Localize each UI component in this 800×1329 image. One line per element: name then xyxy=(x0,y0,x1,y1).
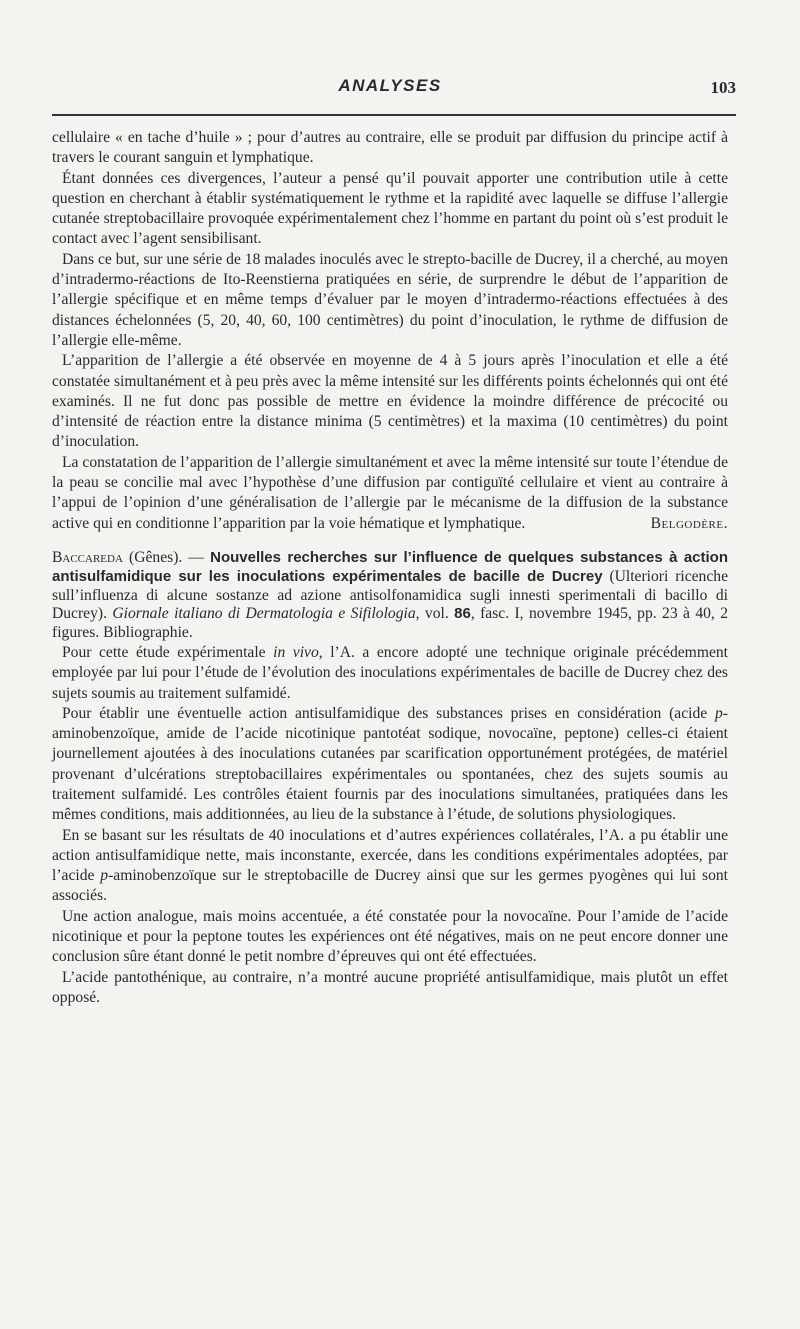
italic-term: p xyxy=(715,704,723,722)
italic-term: p xyxy=(100,867,109,885)
paragraph xyxy=(52,704,728,826)
text-run: -aminobenzoïque sur le streptobacille de Ducrey ainsi que sur les germes pyogènes qui lui sont associés. xyxy=(52,867,729,905)
paragraph: Une action analogue, mais moins accentuée, a été constatée pour la novocaïne. Pour l’amide de l’acide nicotinique et pour la peptone toutes les expériences ont été négatives, mais on ne peut encore donner une conclusion sûre étant donné le petit nombre d’épreuves qui ont été effectuées. xyxy=(52,907,728,966)
paragraph xyxy=(52,643,728,704)
review-title: Nouvelles recherches sur l’influence de quelques substances à action antisulfamidique sur les inoculations expérimentales de bacille de Ducrey xyxy=(52,548,728,585)
review-citation-rest: , fasc. I, novembre 1945, pp. 23 à 40, 2 figures. Bibliographie. xyxy=(52,605,728,642)
review-original-title: (Ulteriori ricenche sull’influenza di alcune sostanze ad azione antisolfonamidica sugli innesti sperimentali di bacillo di Ducrey). xyxy=(52,567,728,623)
italic-term: in vivo xyxy=(273,643,319,661)
reviewer-signature: Belgodère. xyxy=(650,514,728,532)
review-author: Baccareda xyxy=(52,548,123,566)
paragraph: L’apparition de l’allergie a été observée en moyenne de 4 à 5 jours après l’inoculation et elle a été constatée simultanément et à peu près avec la même intensité sur les différents points échelonnés qui ont été examinés. Il ne fut donc pas possible de mettre en évidence la moindre différence de précocité ou d’intensité de réaction entre la distance minima (5 centimètres) et la maxima (10 centimètres) du point d’inoculation. xyxy=(52,352,728,451)
review-citation xyxy=(52,549,728,643)
text-run: Pour cette étude expérimentale xyxy=(62,643,274,661)
paragraph-with-signature xyxy=(52,453,728,534)
paragraph xyxy=(52,826,728,907)
text-run: Pour établir une éventuelle action antisulfamidique des substances prises en considération (acide xyxy=(62,704,715,722)
paragraph-text: La constatation de l’apparition de l’allergie simultanément et avec la même intensité sur toute l’étendue de la peau se concilie mal avec l’hypothèse d’une diffusion par contiguïté cellulaire et vient au contraire à l’appui de l’opinion d’une généralisation de l’allergie par le mécanisme de la diffusion de la substance active qui en conditionne l’apparition par la voie hématique et lymphatique. xyxy=(52,453,728,532)
review-entry xyxy=(52,549,728,1008)
paragraph: Dans ce but, sur une série de 18 malades inoculés avec le strepto-bacille de Ducrey, il a cherché, au moyen d’intradermo-réactions de Ito-Reenstierna pratiquées en série, de surprendre le début de l’apparition de l’allergie spécifique et en même temps d’évaluer par le moyen d’intradermo-réactions effectuées à des distances échelonnées (5, 20, 40, 60, 100 centimètres) du point d’inoculation, le rythme de diffusion de l’allergie elle-même. xyxy=(52,250,728,349)
review-vol-prefix: , vol. xyxy=(415,605,455,623)
article-body xyxy=(52,128,728,1008)
review-journal: Giornale italiano di Dermatologia e Sifilologia xyxy=(112,605,416,623)
paragraph: Étant données ces divergences, l’auteur a pensé qu’il pouvait apporter une contribution utile à cette question en cherchant à établir systématiquement le rythme et la rapidité avec laquelle se diffuse l’allergie cutanée streptobacillaire provoquée expérimentalement chez l’homme en partant du point où s’est produit le contact avec l’agent sensibilisant. xyxy=(52,169,728,248)
paragraph-continuation: cellulaire « en tache d’huile » ; pour d’autres au contraire, elle se produit par diffusion du principe actif à travers le courant sanguin et lymphatique. xyxy=(52,129,728,167)
text-run: En se basant sur les résultats de 40 inoculations et d’autres expériences collatérales, l’A. a pu établir une action antisulfamidique nette, mais inconstante, exercée, dans les conditions expérimentales adoptées, par l’acide xyxy=(52,826,728,885)
review-volume: 86 xyxy=(454,605,471,623)
text-run: , l’A. a encore adopté une technique originale précédemment employée par lui pour l’étude de l’évolution des inoculations expérimentales de bacille de Ducrey chez des sujets soumis au traitement sulfamidé. xyxy=(52,643,728,702)
header-rule xyxy=(52,114,736,116)
running-title: ANALYSES xyxy=(338,76,442,95)
paragraph: L’acide pantothénique, au contraire, n’a montré aucune propriété antisulfamidique, mais plutôt un effet opposé. xyxy=(52,968,728,1006)
page-number: 103 xyxy=(710,78,736,97)
text-run: -aminobenzoïque, amide de l’acide nicotinique pantotéat sodique, novocaïne, peptone) celles-ci étaient journellement ajoutées à des inoculations cutanées par scarification opportunément protégées, de matériel provenant d’ulcérations streptobacillaires expérimentales ou spontanées, chez des sujets soumis au traitement sulfamidé. Les contrôles étaient fournis par des inoculations simultanées, pratiquées dans les mêmes conditions, mais additionnées, au lieu de la substance à l’étude, de solutions physiologiques. xyxy=(52,704,728,824)
page-header xyxy=(52,76,736,106)
review-place: (Gênes). — xyxy=(122,548,211,566)
